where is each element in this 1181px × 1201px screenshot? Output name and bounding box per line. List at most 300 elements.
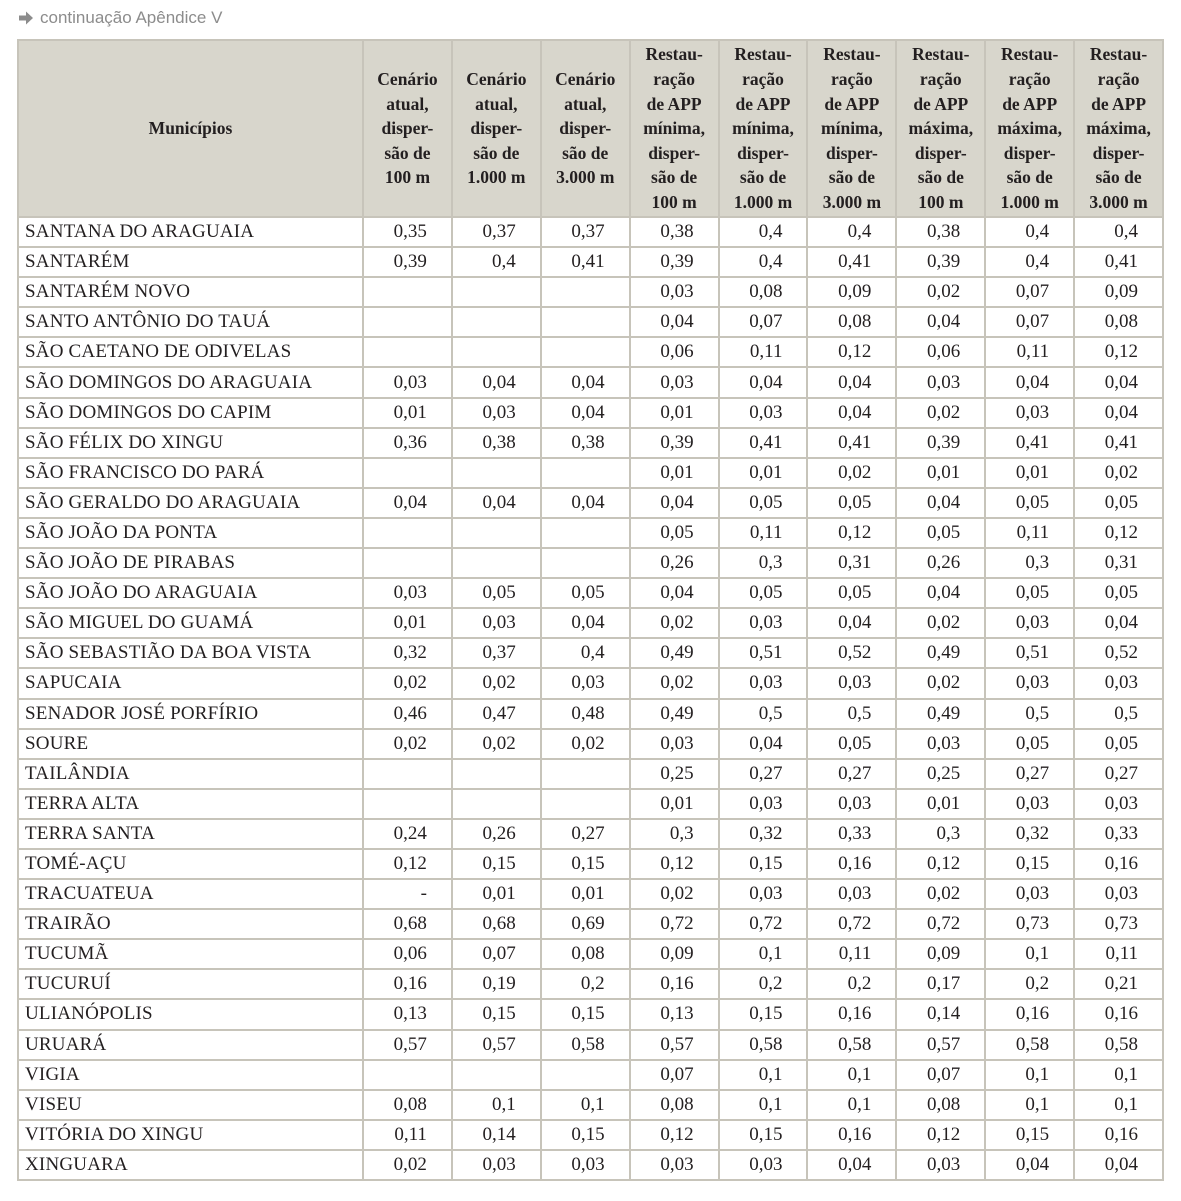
value-cell: 0,02 xyxy=(896,277,985,307)
value-cell: 0,03 xyxy=(630,277,719,307)
municipality-cell: SÃO FRANCISCO DO PARÁ xyxy=(18,458,363,488)
value-cell: 0,01 xyxy=(452,879,541,909)
value-cell: 0,11 xyxy=(719,337,808,367)
value-cell: 0,04 xyxy=(541,398,630,428)
value-cell: 0,02 xyxy=(452,729,541,759)
value-cell: 0,15 xyxy=(452,999,541,1029)
value-cell: 0,04 xyxy=(363,488,452,518)
value-cell: 0,08 xyxy=(630,1090,719,1120)
municipality-cell: XINGUARA xyxy=(18,1150,363,1180)
value-cell: 0,14 xyxy=(896,999,985,1029)
value-cell: 0,16 xyxy=(985,999,1074,1029)
value-cell: 0,03 xyxy=(541,1150,630,1180)
value-cell: 0,58 xyxy=(1074,1030,1163,1060)
column-header-atual-1000m: Cenário atual, disper- são de 1.000 m xyxy=(452,40,541,217)
value-cell: 0,03 xyxy=(985,398,1074,428)
value-cell: 0,51 xyxy=(985,638,1074,668)
value-cell: 0,16 xyxy=(630,969,719,999)
value-cell: 0,1 xyxy=(1074,1090,1163,1120)
value-cell: 0,09 xyxy=(1074,277,1163,307)
value-cell: 0,1 xyxy=(719,939,808,969)
value-cell xyxy=(452,307,541,337)
value-cell: 0,12 xyxy=(1074,337,1163,367)
table-row xyxy=(18,247,1163,277)
value-cell: 0,08 xyxy=(363,1090,452,1120)
column-header-app-minima-1000m: Restau- ração de APP mínima, disper- são de 1.000 m xyxy=(719,40,808,217)
value-cell: 0,03 xyxy=(630,1150,719,1180)
value-cell: 0,06 xyxy=(630,337,719,367)
table-row xyxy=(18,458,1163,488)
value-cell: 0,1 xyxy=(719,1060,808,1090)
value-cell: 0,03 xyxy=(1074,879,1163,909)
value-cell: 0,08 xyxy=(1074,307,1163,337)
value-cell: 0,09 xyxy=(630,939,719,969)
column-header-app-maxima-100m: Restau- ração de APP máxima, disper- são de 100 m xyxy=(896,40,985,217)
value-cell: 0,01 xyxy=(896,789,985,819)
value-cell: 0,03 xyxy=(985,668,1074,698)
value-cell: 0,17 xyxy=(896,969,985,999)
municipality-cell: SÃO JOÃO DA PONTA xyxy=(18,518,363,548)
value-cell: 0,05 xyxy=(630,518,719,548)
value-cell xyxy=(363,789,452,819)
value-cell: 0,41 xyxy=(1074,428,1163,458)
value-cell xyxy=(541,548,630,578)
value-cell: 0,11 xyxy=(985,337,1074,367)
value-cell: 0,2 xyxy=(719,969,808,999)
value-cell xyxy=(363,458,452,488)
value-cell: 0,2 xyxy=(541,969,630,999)
value-cell: 0,05 xyxy=(985,488,1074,518)
value-cell: 0,15 xyxy=(452,849,541,879)
value-cell: 0,72 xyxy=(896,909,985,939)
value-cell: 0,04 xyxy=(1074,367,1163,397)
value-cell: 0,1 xyxy=(452,1090,541,1120)
value-cell: 0,01 xyxy=(541,879,630,909)
value-cell: 0,41 xyxy=(985,428,1074,458)
value-cell: 0,27 xyxy=(1074,759,1163,789)
value-cell: 0,73 xyxy=(985,909,1074,939)
table-row xyxy=(18,518,1163,548)
value-cell: 0,25 xyxy=(896,759,985,789)
value-cell: 0,04 xyxy=(630,578,719,608)
value-cell: 0,27 xyxy=(985,759,1074,789)
table-row xyxy=(18,699,1163,729)
value-cell: 0,01 xyxy=(363,608,452,638)
value-cell: 0,03 xyxy=(807,879,896,909)
value-cell: 0,4 xyxy=(719,217,808,247)
value-cell: 0,03 xyxy=(896,1150,985,1180)
value-cell: 0,08 xyxy=(896,1090,985,1120)
value-cell: 0,03 xyxy=(363,367,452,397)
value-cell: 0,05 xyxy=(807,578,896,608)
header-row xyxy=(18,40,1163,217)
table-row xyxy=(18,1060,1163,1090)
value-cell: 0,03 xyxy=(896,729,985,759)
continuation-note xyxy=(18,6,222,30)
table-row xyxy=(18,548,1163,578)
municipality-cell: TERRA SANTA xyxy=(18,819,363,849)
value-cell: 0,04 xyxy=(719,729,808,759)
value-cell xyxy=(541,458,630,488)
value-cell: 0,15 xyxy=(985,849,1074,879)
value-cell: 0,13 xyxy=(363,999,452,1029)
value-cell: 0,05 xyxy=(985,578,1074,608)
value-cell: 0,02 xyxy=(363,729,452,759)
value-cell: 0,02 xyxy=(363,668,452,698)
table-row xyxy=(18,999,1163,1029)
municipality-cell: TERRA ALTA xyxy=(18,789,363,819)
value-cell: 0,03 xyxy=(1074,789,1163,819)
municipality-cell: TRAIRÃO xyxy=(18,909,363,939)
value-cell: 0,04 xyxy=(541,608,630,638)
value-cell: 0,72 xyxy=(807,909,896,939)
value-cell: 0,04 xyxy=(1074,1150,1163,1180)
value-cell: 0,39 xyxy=(630,247,719,277)
value-cell: 0,01 xyxy=(630,398,719,428)
municipality-cell: TOMÉ-AÇU xyxy=(18,849,363,879)
value-cell: 0,04 xyxy=(985,1150,1074,1180)
value-cell: 0,07 xyxy=(630,1060,719,1090)
table-row xyxy=(18,608,1163,638)
value-cell: 0,03 xyxy=(719,879,808,909)
value-cell: 0,01 xyxy=(363,398,452,428)
value-cell: 0,03 xyxy=(719,608,808,638)
value-cell: 0,41 xyxy=(1074,247,1163,277)
table-row xyxy=(18,789,1163,819)
value-cell: 0,41 xyxy=(719,428,808,458)
table-row xyxy=(18,939,1163,969)
value-cell: 0,57 xyxy=(630,1030,719,1060)
value-cell: 0,03 xyxy=(807,789,896,819)
value-cell: 0,1 xyxy=(719,1090,808,1120)
table-row xyxy=(18,488,1163,518)
value-cell: 0,02 xyxy=(896,879,985,909)
value-cell: 0,52 xyxy=(807,638,896,668)
value-cell: 0,05 xyxy=(896,518,985,548)
table-row xyxy=(18,337,1163,367)
value-cell: 0,16 xyxy=(807,849,896,879)
value-cell: 0,03 xyxy=(807,668,896,698)
value-cell: 0,27 xyxy=(719,759,808,789)
value-cell: 0,4 xyxy=(452,247,541,277)
value-cell: 0,04 xyxy=(896,578,985,608)
value-cell: 0,01 xyxy=(985,458,1074,488)
value-cell: 0,49 xyxy=(630,638,719,668)
value-cell: 0,57 xyxy=(896,1030,985,1060)
value-cell xyxy=(452,518,541,548)
value-cell: 0,05 xyxy=(1074,578,1163,608)
table-row xyxy=(18,367,1163,397)
table-row xyxy=(18,217,1163,247)
value-cell: 0,16 xyxy=(1074,999,1163,1029)
municipality-cell: VITÓRIA DO XINGU xyxy=(18,1120,363,1150)
value-cell: 0,1 xyxy=(985,939,1074,969)
value-cell xyxy=(363,337,452,367)
value-cell: 0,11 xyxy=(985,518,1074,548)
value-cell: 0,72 xyxy=(630,909,719,939)
value-cell: 0,07 xyxy=(719,307,808,337)
column-header-app-minima-3000m: Restau- ração de APP mínima, disper- são de 3.000 m xyxy=(807,40,896,217)
value-cell: 0,04 xyxy=(1074,398,1163,428)
value-cell: 0,27 xyxy=(541,819,630,849)
value-cell: 0,15 xyxy=(541,999,630,1029)
table-row xyxy=(18,879,1163,909)
value-cell: 0,08 xyxy=(807,307,896,337)
value-cell: 0,4 xyxy=(1074,217,1163,247)
data-table xyxy=(17,39,1164,1181)
value-cell: 0,03 xyxy=(452,608,541,638)
value-cell: 0,02 xyxy=(896,668,985,698)
value-cell xyxy=(363,277,452,307)
value-cell: 0,04 xyxy=(896,488,985,518)
value-cell: 0,03 xyxy=(452,1150,541,1180)
value-cell xyxy=(363,548,452,578)
value-cell: 0,3 xyxy=(719,548,808,578)
value-cell: 0,16 xyxy=(807,999,896,1029)
value-cell: 0,3 xyxy=(896,819,985,849)
column-header-app-maxima-1000m: Restau- ração de APP máxima, disper- são de 1.000 m xyxy=(985,40,1074,217)
table-row xyxy=(18,729,1163,759)
value-cell: 0,3 xyxy=(630,819,719,849)
value-cell: 0,1 xyxy=(985,1090,1074,1120)
value-cell: 0,01 xyxy=(630,789,719,819)
value-cell xyxy=(363,518,452,548)
table-row xyxy=(18,909,1163,939)
value-cell: 0,33 xyxy=(807,819,896,849)
value-cell: 0,51 xyxy=(719,638,808,668)
value-cell xyxy=(452,759,541,789)
value-cell: 0,15 xyxy=(541,849,630,879)
municipality-cell: TRACUATEUA xyxy=(18,879,363,909)
value-cell: 0,12 xyxy=(896,849,985,879)
value-cell: 0,08 xyxy=(541,939,630,969)
value-cell: 0,04 xyxy=(719,367,808,397)
value-cell: 0,37 xyxy=(452,217,541,247)
value-cell: 0,04 xyxy=(807,398,896,428)
value-cell: 0,38 xyxy=(896,217,985,247)
value-cell: 0,4 xyxy=(807,217,896,247)
value-cell: 0,07 xyxy=(985,307,1074,337)
value-cell: 0,1 xyxy=(807,1060,896,1090)
value-cell: 0,38 xyxy=(541,428,630,458)
value-cell: 0,06 xyxy=(896,337,985,367)
value-cell: 0,68 xyxy=(363,909,452,939)
column-header-atual-100m: Cenário atual, disper- são de 100 m xyxy=(363,40,452,217)
value-cell xyxy=(541,307,630,337)
value-cell xyxy=(363,759,452,789)
value-cell: 0,41 xyxy=(807,428,896,458)
value-cell: 0,58 xyxy=(807,1030,896,1060)
value-cell: 0,14 xyxy=(452,1120,541,1150)
value-cell: 0,3 xyxy=(985,548,1074,578)
municipality-cell: SANTARÉM xyxy=(18,247,363,277)
value-cell: 0,1 xyxy=(985,1060,1074,1090)
table-header xyxy=(18,40,1163,217)
value-cell xyxy=(452,789,541,819)
value-cell xyxy=(541,759,630,789)
municipality-cell: SÃO JOÃO DE PIRABAS xyxy=(18,548,363,578)
value-cell: 0,09 xyxy=(807,277,896,307)
value-cell: 0,39 xyxy=(896,247,985,277)
value-cell: 0,02 xyxy=(807,458,896,488)
value-cell: 0,58 xyxy=(541,1030,630,1060)
value-cell: 0,06 xyxy=(363,939,452,969)
value-cell: 0,32 xyxy=(363,638,452,668)
value-cell: 0,03 xyxy=(363,578,452,608)
value-cell: 0,26 xyxy=(896,548,985,578)
value-cell: 0,03 xyxy=(630,729,719,759)
value-cell: 0,05 xyxy=(541,578,630,608)
value-cell: 0,03 xyxy=(452,398,541,428)
value-cell: 0,05 xyxy=(719,578,808,608)
table-row xyxy=(18,819,1163,849)
value-cell: 0,15 xyxy=(985,1120,1074,1150)
value-cell: 0,11 xyxy=(807,939,896,969)
value-cell: 0,02 xyxy=(630,879,719,909)
table-row xyxy=(18,578,1163,608)
value-cell: 0,01 xyxy=(896,458,985,488)
value-cell: 0,16 xyxy=(363,969,452,999)
value-cell xyxy=(541,518,630,548)
table-row xyxy=(18,398,1163,428)
value-cell: 0,07 xyxy=(985,277,1074,307)
value-cell: 0,4 xyxy=(985,217,1074,247)
value-cell xyxy=(452,1060,541,1090)
value-cell: 0,07 xyxy=(452,939,541,969)
value-cell: 0,73 xyxy=(1074,909,1163,939)
value-cell: 0,05 xyxy=(1074,488,1163,518)
value-cell xyxy=(452,337,541,367)
value-cell: 0,04 xyxy=(896,307,985,337)
value-cell xyxy=(541,277,630,307)
table-row xyxy=(18,1120,1163,1150)
value-cell: 0,04 xyxy=(1074,608,1163,638)
value-cell: 0,02 xyxy=(541,729,630,759)
value-cell: 0,01 xyxy=(719,458,808,488)
value-cell: 0,32 xyxy=(719,819,808,849)
value-cell: 0,05 xyxy=(452,578,541,608)
value-cell: 0,58 xyxy=(985,1030,1074,1060)
value-cell: 0,15 xyxy=(719,1120,808,1150)
municipality-cell: VIGIA xyxy=(18,1060,363,1090)
value-cell: 0,12 xyxy=(630,849,719,879)
table-row xyxy=(18,759,1163,789)
value-cell: 0,39 xyxy=(896,428,985,458)
municipality-cell: SÃO SEBASTIÃO DA BOA VISTA xyxy=(18,638,363,668)
value-cell: 0,13 xyxy=(630,999,719,1029)
value-cell: 0,03 xyxy=(719,789,808,819)
value-cell: 0,26 xyxy=(630,548,719,578)
value-cell: 0,12 xyxy=(896,1120,985,1150)
value-cell: 0,03 xyxy=(719,398,808,428)
value-cell: 0,21 xyxy=(1074,969,1163,999)
table-body xyxy=(18,217,1163,1180)
municipality-cell: SAPUCAIA xyxy=(18,668,363,698)
value-cell: 0,24 xyxy=(363,819,452,849)
value-cell: 0,02 xyxy=(630,668,719,698)
column-header-municipios: Municípios xyxy=(18,40,363,217)
value-cell: 0,49 xyxy=(630,699,719,729)
value-cell: 0,02 xyxy=(630,608,719,638)
value-cell: 0,03 xyxy=(896,367,985,397)
table-row xyxy=(18,277,1163,307)
value-cell: 0,04 xyxy=(807,367,896,397)
value-cell xyxy=(541,1060,630,1090)
value-cell: 0,03 xyxy=(630,367,719,397)
value-cell: 0,04 xyxy=(630,307,719,337)
value-cell: 0,12 xyxy=(630,1120,719,1150)
value-cell: 0,15 xyxy=(719,849,808,879)
value-cell: 0,69 xyxy=(541,909,630,939)
value-cell: 0,47 xyxy=(452,699,541,729)
value-cell: 0,04 xyxy=(807,608,896,638)
value-cell: 0,72 xyxy=(719,909,808,939)
value-cell: 0,04 xyxy=(985,367,1074,397)
value-cell: 0,5 xyxy=(1074,699,1163,729)
column-header-atual-3000m: Cenário atual, disper- são de 3.000 m xyxy=(541,40,630,217)
value-cell: 0,5 xyxy=(985,699,1074,729)
value-cell: 0,03 xyxy=(985,879,1074,909)
value-cell: 0,11 xyxy=(363,1120,452,1150)
value-cell: 0,2 xyxy=(985,969,1074,999)
value-cell: 0,03 xyxy=(1074,668,1163,698)
municipality-cell: TUCURUÍ xyxy=(18,969,363,999)
value-cell: 0,12 xyxy=(363,849,452,879)
value-cell: 0,02 xyxy=(1074,458,1163,488)
value-cell: 0,12 xyxy=(807,518,896,548)
value-cell: 0,03 xyxy=(541,668,630,698)
value-cell: 0,38 xyxy=(452,428,541,458)
value-cell: - xyxy=(363,879,452,909)
value-cell: 0,68 xyxy=(452,909,541,939)
value-cell: 0,26 xyxy=(452,819,541,849)
value-cell: 0,38 xyxy=(630,217,719,247)
value-cell: 0,46 xyxy=(363,699,452,729)
value-cell: 0,08 xyxy=(719,277,808,307)
value-cell: 0,05 xyxy=(807,488,896,518)
value-cell: 0,5 xyxy=(719,699,808,729)
continuation-label: continuação Apêndice V xyxy=(40,8,223,27)
value-cell: 0,19 xyxy=(452,969,541,999)
value-cell: 0,15 xyxy=(719,999,808,1029)
column-header-app-minima-100m: Restau- ração de APP mínima, disper- são de 100 m xyxy=(630,40,719,217)
table-row xyxy=(18,1150,1163,1180)
value-cell: 0,1 xyxy=(807,1090,896,1120)
municipality-cell: ULIANÓPOLIS xyxy=(18,999,363,1029)
value-cell: 0,48 xyxy=(541,699,630,729)
value-cell: 0,03 xyxy=(985,608,1074,638)
column-header-app-maxima-3000m: Restau- ração de APP máxima, disper- são de 3.000 m xyxy=(1074,40,1163,217)
value-cell: 0,12 xyxy=(807,337,896,367)
municipality-cell: SANTO ANTÔNIO DO TAUÁ xyxy=(18,307,363,337)
value-cell: 0,04 xyxy=(541,367,630,397)
value-cell: 0,03 xyxy=(985,789,1074,819)
value-cell: 0,11 xyxy=(1074,939,1163,969)
value-cell: 0,05 xyxy=(807,729,896,759)
value-cell: 0,25 xyxy=(630,759,719,789)
value-cell: 0,04 xyxy=(452,367,541,397)
municipality-cell: VISEU xyxy=(18,1090,363,1120)
value-cell: 0,03 xyxy=(719,668,808,698)
value-cell: 0,49 xyxy=(896,638,985,668)
value-cell: 0,4 xyxy=(985,247,1074,277)
value-cell: 0,16 xyxy=(1074,849,1163,879)
value-cell xyxy=(452,458,541,488)
right-arrow-icon xyxy=(18,10,34,26)
value-cell: 0,02 xyxy=(896,398,985,428)
value-cell: 0,02 xyxy=(363,1150,452,1180)
value-cell: 0,5 xyxy=(807,699,896,729)
